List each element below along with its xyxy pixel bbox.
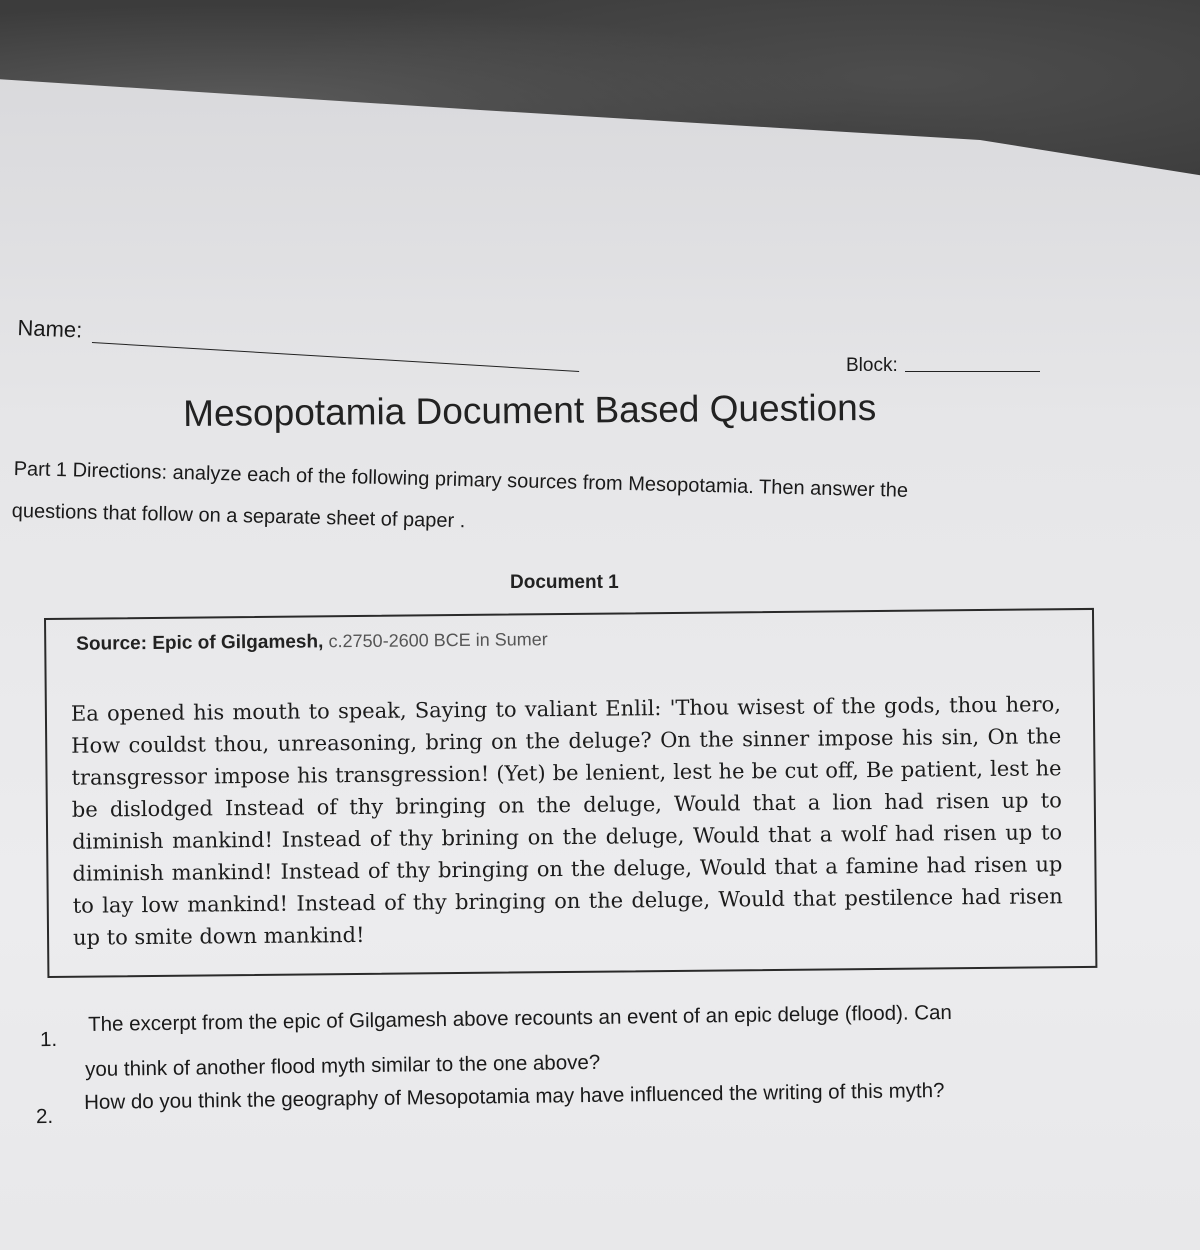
block-label: Block: (846, 355, 898, 376)
source-line (76, 629, 548, 656)
name-label: Name: (17, 315, 83, 343)
directions-line-2: questions that follow on a separate sheet of paper . (11, 500, 466, 533)
excerpt-text: Ea opened his mouth to speak, Saying to valiant Enlil: 'Thou wisest of the gods, thou hero, How couldst thou, unreasoning, bring on the deluge? On the sinner impose his sin, On the transgressor impose his transgression! (Yet) be lenient, lest he be cut off, Be patient, lest he be dislodged Instead of thy bringing on the deluge, Would that a lion had risen up to diminish mankind! Instead of thy brining on the deluge, Would that a wolf had risen up to diminish mankind! Instead of thy bringing on the deluge, Would that a famine had risen up to lay low mankind! Instead of thy bringing on the deluge, Would that pestilence had risen up to smite down mankind! (70, 692, 1063, 950)
question-2-line-1: How do you think the geography of Mesopotamia may have influenced the writing of this myth? (84, 1078, 945, 1114)
question-2-number: 2. (35, 1104, 54, 1129)
page-title: Mesopotamia Document Based Questions (183, 386, 877, 434)
question-1-number: 1. (39, 1027, 58, 1052)
source-box (44, 608, 1097, 978)
directions-line-1: Part 1 Directions: analyze each of the following primary sources from Mesopotamia. Then answer the (13, 458, 909, 502)
question-1-line-1: The excerpt from the epic of Gilgamesh above recounts an event of an epic deluge (flood). Can (88, 1000, 953, 1036)
question-1-line-2: you think of another flood myth similar to the one above? (85, 1050, 601, 1081)
source-label: Source: (76, 633, 148, 655)
source-title: Epic of Gilgamesh, (152, 631, 324, 654)
block-blank-line (905, 371, 1040, 372)
source-date: c.2750-2600 BCE in Sumer (328, 629, 548, 652)
document-heading: Document 1 (510, 572, 619, 593)
